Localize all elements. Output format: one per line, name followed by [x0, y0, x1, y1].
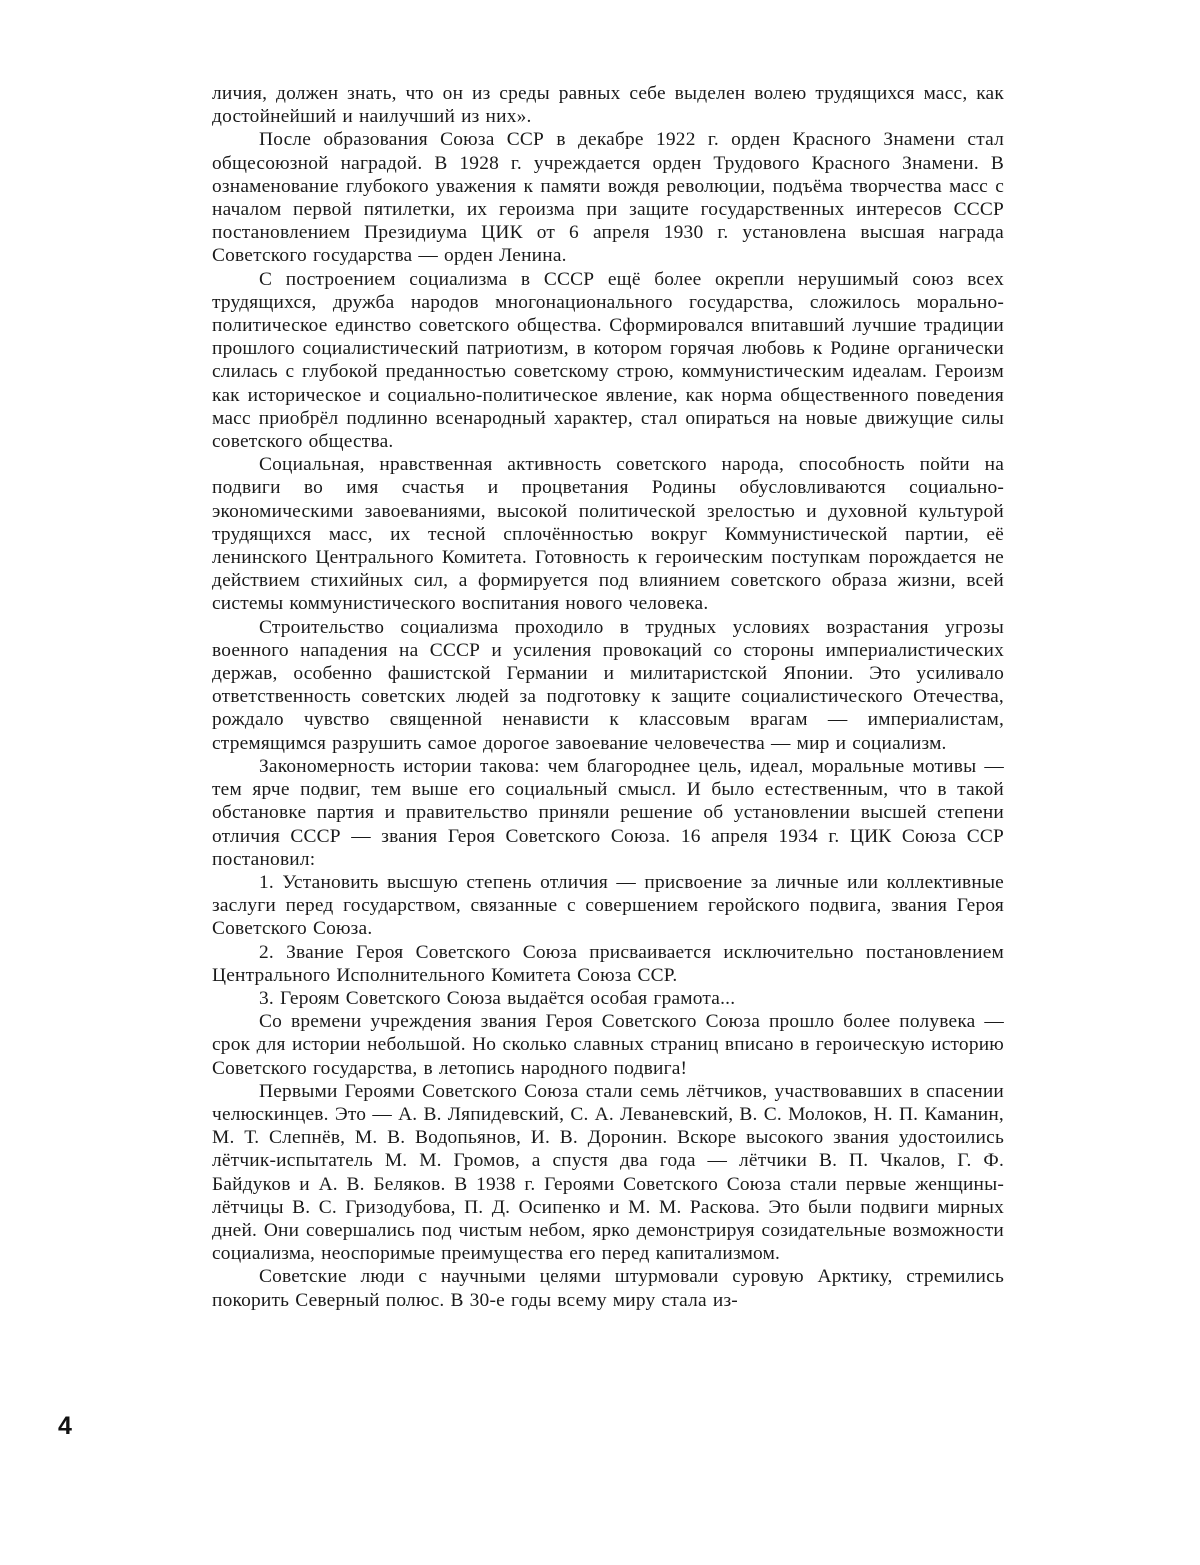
paragraph: Закономерность истории такова: чем благороднее цель, идеал, моральные мотивы — тем ярче подвиг, тем выше его социальный смысл. И было естественным, что в такой обстановке партия и правительство приняли решение об установлении высшей степени отличия СССР — звания Героя Советского Союза. 16 апреля 1934 г. ЦИК Союза ССР постановил:	[212, 755, 1004, 870]
paragraph: Советские люди с научными целями штурмовали суровую Арктику, стремились покорить Северный полюс. В 30-е годы всему миру стала из-	[212, 1266, 1004, 1311]
paragraph: 2. Звание Героя Советского Союза присваивается исключительно постановлением Центрального Исполнительного Комитета Союза ССР.	[212, 941, 1004, 986]
paragraph: После образования Союза ССР в декабре 1922 г. орден Красного Знамени стал общесоюзной наградой. В 1928 г. учреждается орден Трудового Красного Знамени. В ознаменование глубокого уважения к памяти вождя революции, подъёма творчества масс с началом первой пятилетки, их героизма при защите государственных интересов СССР постановлением Президиума ЦИК от 6 апреля 1930 г. установлена высшая награда Советского государства — орден Ленина.	[212, 129, 1004, 267]
paragraph: Первыми Героями Советского Союза стали семь лётчиков, участвовавших в спасении челюскинцев. Это — А. В. Ляпидевский, С. А. Леваневский, В. С. Молоков, Н. П. Каманин, М. Т. Слепнёв, М. В. Водопьянов, И. В. Доронин. Вскоре высокого звания удостоились лётчик-испытатель М. М. Громов, а спустя два года — лётчики В. П. Чкалов, Г. Ф. Байдуков и А. В. Беляков. В 1938 г. Героями Советского Союза стали первые женщины-лётчицы В. С. Гризодубова, П. Д. Осипенко и М. М. Раскова. Это были подвиги мирных дней. Они совершались под чистым небом, ярко демонстрируя созидательные возможности социализма, неоспоримые преимущества его перед капитализмом.	[212, 1080, 1004, 1265]
paragraph: 3. Героям Советского Союза выдаётся особая грамота...	[259, 987, 736, 1009]
paragraph: Социальная, нравственная активность советского народа, способность пойти на подвиги во имя счастья и процветания Родины обусловливаются социально-экономическими завоеваниями, высокой политической зрелостью и духовной культурой трудящихся масс, их тесной сплочённостью вокруг Коммунистической партии, её ленинского Центрального Комитета. Готовность к героическим поступкам порождается не действием стихийных сил, а формируется под влиянием советского образа жизни, всей системы коммунистического воспитания нового человека.	[212, 454, 1004, 615]
paragraph: Строительство социализма проходило в трудных условиях возрастания угрозы военного нападения на СССР и усиления провокаций со стороны империалистических держав, особенно фашистской Германии и милитаристской Японии. Это усиливало ответственность советских людей за подготовку к защите социалистического Отечества, рождало чувство священной ненависти к классовым врагам — империалистам, стремящимся разрушить самое дорогое завоевание человечества — мир и социализм.	[212, 616, 1004, 754]
paragraph: 1. Установить высшую степень отличия — присвоение за личные или коллективные заслуги перед государством, связанные с совершением геройского подвига, звания Героя Советского Союза.	[212, 871, 1004, 940]
paragraph: Со времени учреждения звания Героя Советского Союза прошло более полувека — срок для истории небольшой. Но сколько славных страниц вписано в героическую историю Советского государства, в летопись народного подвига!	[212, 1011, 1004, 1079]
paragraph: личия, должен знать, что он из среды равных себе выделен волею трудящихся масс, как достойнейший и наилучший из них».	[212, 83, 1004, 128]
paragraph: С построением социализма в СССР ещё более окрепли нерушимый союз всех трудящихся, дружба народов многонационального государства, сложилось морально-политическое единство советского общества. Сформировался впитавший лучшие традиции прошлого социалистический патриотизм, в котором горячая любовь к Родине органически слилась с глубокой преданностью советскому строю, коммунистическим идеалам. Героизм как историческое и социально-политическое явление, как норма общественного поведения масс приобрёл подлинно всенародный характер, стал опираться на новые движущие силы советского общества.	[212, 268, 1004, 453]
body-text	[212, 82, 1004, 1312]
page-number: 4	[58, 1412, 72, 1440]
